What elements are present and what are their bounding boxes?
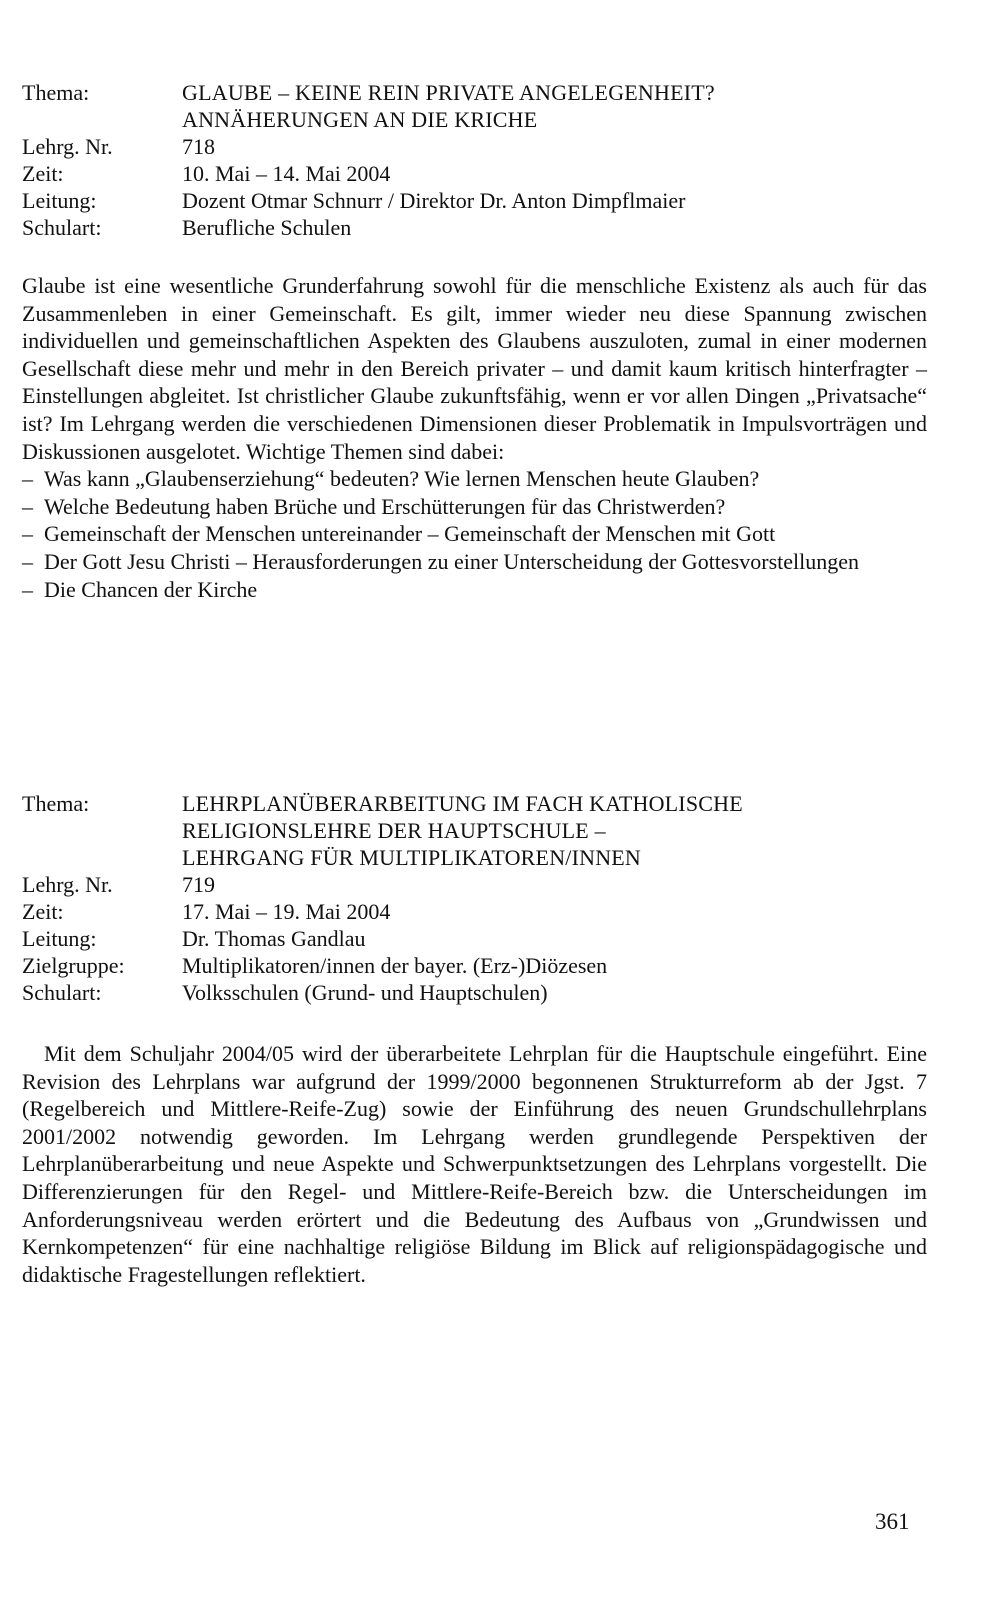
list-item <box>22 465 927 493</box>
list-item <box>22 520 927 548</box>
thema-line: RELIGIONSLEHRE DER HAUPTSCHULE – <box>182 818 606 843</box>
lehrgnr-label: Lehrg. Nr. <box>22 872 113 897</box>
thema-line: GLAUBE – KEINE REIN PRIVATE ANGELEGENHEIT? <box>182 80 715 105</box>
course-719-description <box>22 1040 927 1288</box>
thema-value <box>182 790 927 871</box>
leitung-value: Dr. Thomas Gandlau <box>182 926 366 951</box>
lehrgnr-row <box>22 871 927 898</box>
schulart-value: Berufliche Schulen <box>182 215 352 240</box>
dash-bullet: – <box>22 548 33 574</box>
zielgruppe-row <box>22 952 927 979</box>
thema-line: ANNÄHERUNGEN AN DIE KRICHE <box>182 107 538 132</box>
list-item-text: Der Gott Jesu Christi – Herausforderungen zu einer Unterscheidung der Gottesvorstellungen <box>44 548 859 574</box>
thema-value <box>182 79 927 133</box>
lehrgnr-value: 719 <box>182 872 215 897</box>
zeit-label: Zeit: <box>22 899 64 924</box>
list-item-text: Die Chancen der Kirche <box>44 576 258 602</box>
dash-bullet: – <box>22 521 33 547</box>
leitung-value: Dozent Otmar Schnurr / Direktor Dr. Anton Dimpflmaier <box>182 188 686 213</box>
list-item-text: Gemeinschaft der Menschen untereinander – Gemeinschaft der Menschen mit Gott <box>44 521 776 547</box>
zeit-label: Zeit: <box>22 161 64 186</box>
leitung-label: Leitung: <box>22 926 97 951</box>
list-item <box>22 493 927 521</box>
zielgruppe-label: Zielgruppe: <box>22 953 125 978</box>
dash-bullet: – <box>22 576 33 602</box>
thema-label: Thema: <box>22 80 90 105</box>
list-item <box>22 548 927 576</box>
lehrgnr-value: 718 <box>182 134 215 159</box>
schulart-row <box>22 214 927 241</box>
lehrgnr-row <box>22 133 927 160</box>
zeit-value: 17. Mai – 19. Mai 2004 <box>182 899 391 924</box>
thema-line: LEHRGANG FÜR MULTIPLIKATOREN/INNEN <box>182 845 642 870</box>
thema-row <box>22 790 927 871</box>
dash-bullet: – <box>22 466 33 492</box>
leitung-row <box>22 187 927 214</box>
leitung-label: Leitung: <box>22 188 97 213</box>
course-718-description <box>22 272 927 603</box>
topics-list <box>22 465 927 603</box>
schulart-label: Schulart: <box>22 215 102 240</box>
zeit-row <box>22 160 927 187</box>
zeit-value: 10. Mai – 14. Mai 2004 <box>182 161 391 186</box>
description-paragraph: Glaube ist eine wesentliche Grunderfahrung sowohl für die menschliche Existenz als auch für das Zusammenleben in einer Gemeinschaft. Es gilt, immer wieder neu diese Spannung zwischen individuellen und gemeinschaftlichen Aspekten des Glaubens auszuloten, zumal in einer modernen Gesellschaft diese mehr und mehr in den Bereich privater – und damit kaum kritisch hinterfragter – Einstellungen abgleitet. Ist christlicher Glaube zukunftsfähig, wenn er vor allen Dingen „Privatsache“ ist? Im Lehrgang werden die verschiedenen Dimensionen dieser Problematik in Impulsvorträgen und Diskussionen ausgelotet. Wichtige Themen sind dabei: <box>22 273 927 464</box>
dash-bullet: – <box>22 493 33 519</box>
list-item-text: Welche Bedeutung haben Brüche und Erschütterungen für das Christwerden? <box>44 493 726 519</box>
schulart-row <box>22 979 927 1006</box>
list-item <box>22 576 927 604</box>
schulart-label: Schulart: <box>22 980 102 1005</box>
thema-label: Thema: <box>22 791 90 816</box>
lehrgnr-label: Lehrg. Nr. <box>22 134 113 159</box>
description-paragraph: Mit dem Schuljahr 2004/05 wird der überarbeitete Lehrplan für die Hauptschule eingeführt. Eine Revision des Lehrplans war aufgrund der 1999/2000 begonnenen Strukturreform ab der Jgst. 7 (Regelbereich und Mittlere-Reife-Zug) sowie der Einführung des neuen Grundschullehrplans 2001/2002 notwendig geworden. Im Lehrgang werden grundlegende Perspektiven der Lehrplanüberarbeitung und neue Aspekte und Schwerpunktsetzungen des Lehrplans vorgestellt. Die Differenzierungen für den Regel- und Mittlere-Reife-Bereich bzw. die Unterscheidungen im Anforderungsniveau werden erörtert und die Bedeutung des Aufbaus von „Grundwissen und Kernkompetenzen“ für eine nachhaltige religiöse Bildung im Blick auf religionspädagogische und didaktische Fragestellungen reflektiert. <box>22 1041 927 1287</box>
thema-row <box>22 79 927 133</box>
list-item-text: Was kann „Glaubenserziehung“ bedeuten? Wie lernen Menschen heute Glauben? <box>44 466 760 492</box>
zielgruppe-value: Multiplikatoren/innen der bayer. (Erz-)Diözesen <box>182 953 608 978</box>
page-number: 361 <box>875 1509 910 1534</box>
zeit-row <box>22 898 927 925</box>
schulart-value: Volksschulen (Grund- und Hauptschulen) <box>182 980 548 1005</box>
leitung-row <box>22 925 927 952</box>
course-719-header <box>22 790 927 1006</box>
thema-line: LEHRPLANÜBERARBEITUNG IM FACH KATHOLISCHE <box>182 791 743 816</box>
course-718-header <box>22 79 927 241</box>
